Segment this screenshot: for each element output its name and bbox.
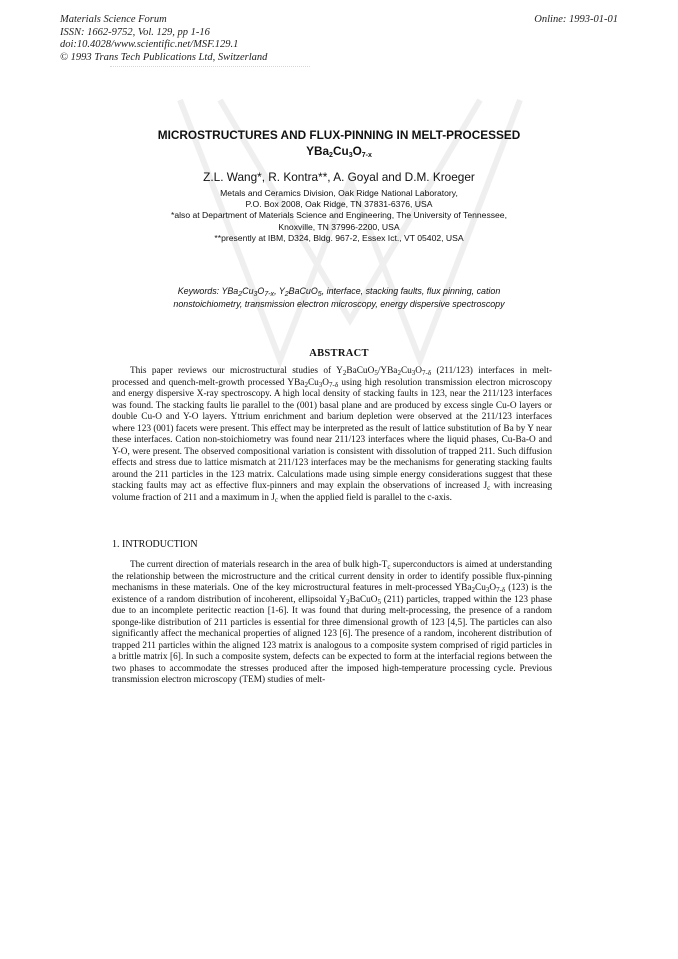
affiliation-line: Metals and Ceramics Division, Oak Ridge National Laboratory, (220, 188, 458, 198)
online-date: Online: 1993-01-01 (534, 14, 618, 25)
affiliation-line: *also at Department of Materials Science and Engineering, The University of Tennessee, (171, 210, 507, 221)
keywords-line-2: nonstoichiometry, transmission electron microscopy, energy dispersive spectroscopy (173, 298, 505, 309)
doi-line: doi:10.4028/www.scientific.net/MSF.129.1 (60, 39, 239, 50)
publication-info (60, 14, 267, 64)
section-heading-introduction: 1. INTRODUCTION (112, 539, 198, 550)
journal-name: Materials Science Forum (60, 14, 167, 25)
introduction-text: The current direction of materials research in the area of bulk high-$T_c$ superconductors is aimed at understanding the relationship between the microstructure and the critical current density in order to identify possible flux-pinning mechanisms in these materials. One of the key microstructural features in melt-processed $YBa_2Cu_3O_{7-\delta}$ (123) is the existence of a random distribution of incoherent, ellipsoidal $Y_2BaCuO_5$ (211) particles, trapped within the 123 phase due to an incomplete peritectic reaction [1-6]. It was found that during melt-processing, the presence of a random sponge-like distribution of 211 particles is essential for three dimensional growth of 123 [4,5]. The particles can also significantly affect the mechanical properties of aligned 123 [6]. The presence of a random, incoherent distribution of trapped 211 particles within the aligned 123 matrix is analogous to a composite system comprised of rigid particles in a brittle matrix [6]. In such a composite system, defects can be expected to form at the interfacial regions between the two phases to accommodate the stresses produced after the imposed high-temperature processing cycle. Previous transmission electron microscopy (TEM) studies of melt- (112, 560, 553, 685)
title-line-1: MICROSTRUCTURES AND FLUX-PINNING IN MELT-PROCESSED (157, 128, 521, 142)
keywords (130, 285, 548, 310)
paper-title (0, 127, 678, 159)
copyright-line: © 1993 Trans Tech Publications Ltd, Switzerland (60, 51, 268, 63)
affiliations (0, 188, 678, 244)
abstract-heading: ABSTRACT (309, 348, 369, 359)
affiliation-line: **presently at IBM, D324, Bldg. 967-2, Essex Ict., VT 05402, USA (214, 232, 464, 243)
keywords-line-1: Keywords: $YBa_2Cu_3O_{7-x}$, $Y_2BaCuO_5$, interface, stacking faults, flux pinning, cation (177, 286, 501, 298)
issn-line: ISSN: 1662-9752, Vol. 129, pp 1-16 (60, 26, 210, 38)
affiliation-line: P.O. Box 2008, Oak Ridge, TN 37831-6376, USA (245, 199, 433, 210)
faint-divider (110, 66, 310, 71)
affiliation-line: Knoxville, TN 37996-2200, USA (278, 221, 400, 232)
author-list: Z.L. Wang*, R. Kontra**, A. Goyal and D.M. Kroeger (203, 170, 475, 184)
title-formula: $YBa_2Cu_3O_{7-x}$ (306, 144, 372, 159)
abstract-text: This paper reviews our microstructural studies of $Y_2BaCuO_5/YBa_2Cu_3O_{7-\delta}$ (211/123) interfaces in melt-processed and quench-melt-growth processed $YBa_2Cu_3O_{7-\delta}$ using high resolution transmission electron microscopy and energy dispersive X-ray spectroscopy. A high local density of stacking faults in 123, near the 211/123 interfaces was found. The stacking faults lie parallel to the (001) basal plane and are produced by excess single Cu-O layers or double Cu-O and Y-O layers. Yttrium enrichment and barium depletion were observed at the 211/123 interfaces where 123 (001) facets were present. This effect may be interpreted as the result of lattice substitution of Ba by Y near these interfaces. Cation non-stoichiometry was found near 211/123 interfaces where the liquid phases, Cu-Ba-O and Y-O, were present. The observed compositional variation is consistent with dissolution of trapped 211. Such diffusion effects and stress due to lattice mismatch at 211/123 interfaces may be the mechanisms for generating stacking faults around the 211 particles in the 123 matrix. Calculations made using simple energy considerations suggest that these stacking faults may act as effective flux-pinners and may explain the observations of increased $J_c$ with increasing volume fraction of 211 and a maximum in $J_c$ when the applied field is parallel to the c-axis. (112, 366, 553, 504)
